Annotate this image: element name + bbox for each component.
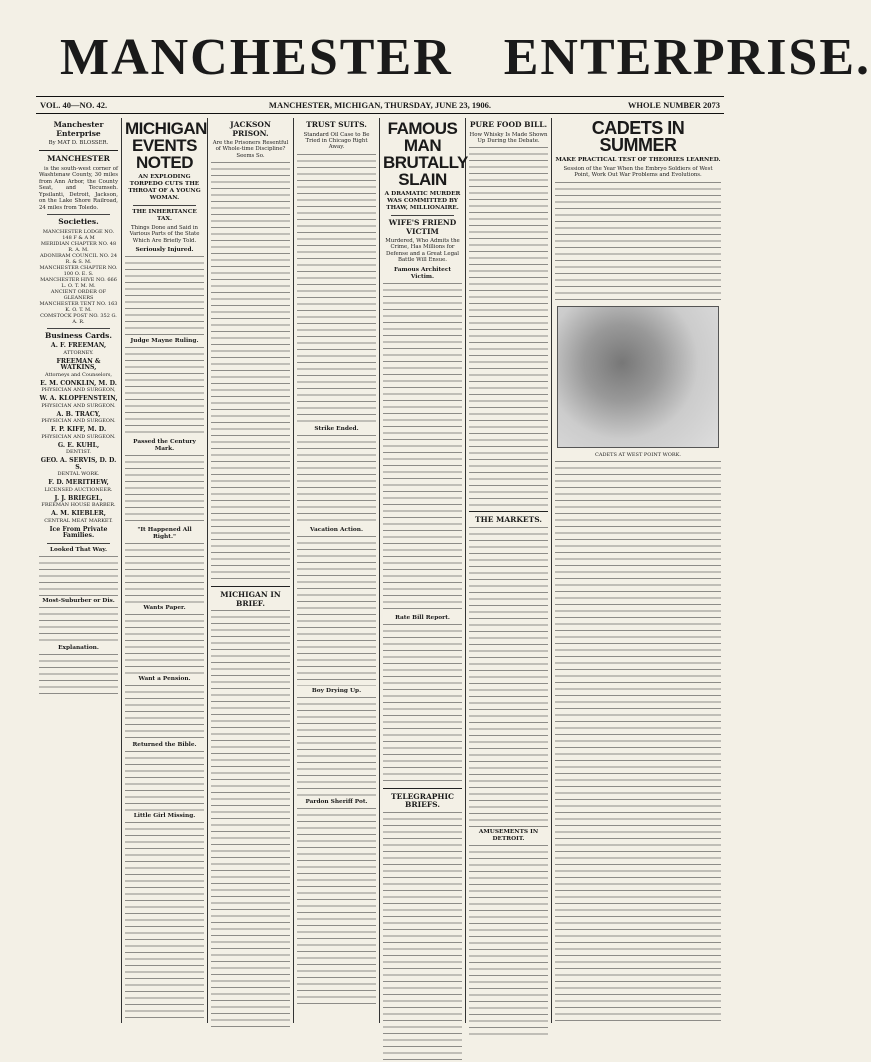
headline-markets: THE MARKETS. xyxy=(475,515,542,525)
text-block xyxy=(125,455,204,525)
column-3 xyxy=(208,118,294,1023)
business-card xyxy=(39,381,118,394)
text-block xyxy=(125,543,204,603)
column-1 xyxy=(36,118,122,1023)
card-name: F. D. MERITHEW, xyxy=(48,479,109,487)
card-line: DENTIST. xyxy=(66,449,91,456)
card-name: G. E. KUHL, xyxy=(57,441,100,449)
article-heading: Judge Mayne Ruling. xyxy=(130,338,199,345)
column-6 xyxy=(466,118,552,1023)
cadets-illustration xyxy=(557,306,719,448)
article-heading: Want a Pension. xyxy=(138,676,191,683)
subheadline: WIFE'S FRIEND VICTIM xyxy=(388,218,457,236)
card-line: CENTRAL MEAT MARKET. xyxy=(44,517,113,524)
text-block xyxy=(297,808,376,1008)
text-block xyxy=(125,256,204,336)
subheadline: Are the Prisoners Resentful of Whole-time Discipline? Seems So. xyxy=(212,140,289,159)
byline: By MAT D. BLOSSER. xyxy=(48,140,109,146)
article-heading: Famous Architect Victim. xyxy=(393,266,452,280)
article-heading: Pardon Sheriff Pot. xyxy=(305,798,368,805)
text-block xyxy=(125,751,204,811)
divider xyxy=(47,214,110,215)
business-card xyxy=(39,343,118,356)
text-block xyxy=(297,536,376,686)
article-heading: Explanation. xyxy=(58,644,99,651)
article-heading: Most-Suburber or Dis. xyxy=(42,597,115,604)
text-block xyxy=(469,845,548,1035)
card-line: DENTAL WORK. xyxy=(57,471,100,478)
card-line: ATTORNEY. xyxy=(63,349,94,356)
text-block xyxy=(39,654,118,694)
headline-telegraphic-briefs: TELEGRAPHIC BRIEFS. xyxy=(391,791,454,810)
column-2 xyxy=(122,118,208,1023)
society-line: MERIDIAN CHAPTER NO. 48 R. A. M. xyxy=(40,240,117,253)
text-block xyxy=(555,461,721,1021)
card-line: PHYSICIAN AND SURGEON, xyxy=(41,387,116,394)
text-block xyxy=(125,347,204,437)
paper-title: Manchester Enterprise xyxy=(53,120,104,138)
subheadline: A DRAMATIC MURDER WAS COMMITTED BY THAW, MILLIONAIRE. xyxy=(384,191,461,211)
text-block xyxy=(383,812,462,1062)
card-name: FREEMAN & WATKINS, xyxy=(56,357,101,372)
divider xyxy=(469,511,548,512)
divider xyxy=(47,328,110,329)
article-heading: Returned the Bible. xyxy=(132,742,197,749)
headline-michigan-events: MICHIGAN EVENTS NOTED xyxy=(125,119,207,172)
divider xyxy=(391,215,454,216)
card-name: A. M. KIEBLER, xyxy=(51,510,106,518)
text-block xyxy=(469,527,548,827)
card-name: A. F. FREEMAN, xyxy=(50,342,107,350)
headline-cadets-in-summer: CADETS IN SUMMER xyxy=(591,118,685,155)
divider xyxy=(211,586,290,587)
society-line: ADONIRAM COUNCIL NO. 24 R. & S. M. xyxy=(39,252,118,265)
card-line: Attorneys and Counselors, xyxy=(44,371,113,378)
article-heading: AMUSEMENTS IN DETROIT. xyxy=(478,828,539,842)
columns xyxy=(36,118,724,1023)
subheadline: AN EXPLODING TORPEDO CUTS THE THROAT OF A YOUNG WOMAN. xyxy=(128,174,201,201)
business-card xyxy=(39,443,118,456)
card-name: E. M. CONKLIN, M. D. xyxy=(40,379,117,387)
dateline xyxy=(36,96,724,114)
business-card xyxy=(39,427,118,440)
text-block xyxy=(39,556,118,596)
headline-michigan-in-brief: MICHIGAN IN BRIEF. xyxy=(220,590,281,608)
card-line: PHYSICIAN AND SURGEON. xyxy=(41,433,116,440)
text-block xyxy=(125,822,204,1022)
article-heading: Strike Ended. xyxy=(314,425,359,432)
card-name: W. A. KLOPFENSTEIN, xyxy=(39,395,118,403)
card-line: LICENSED AUCTIONEER. xyxy=(44,486,113,493)
card-name: J. J. BRIEGEL, xyxy=(54,494,103,502)
article-heading: Wants Paper. xyxy=(143,605,186,612)
divider xyxy=(47,543,110,544)
text-block xyxy=(297,697,376,797)
text-block xyxy=(383,283,462,613)
ice-notice: Ice From Private Families. xyxy=(49,525,108,540)
subheadline-note: Murdered, Who Admits the Crime, Has Millions for Defense and a Great Legal Battle Will Ensue. xyxy=(385,238,460,264)
text-block xyxy=(125,614,204,674)
subheadline: MAKE PRACTICAL TEST OF THEORIES LEARNED. xyxy=(555,157,721,163)
society-line: COMSTOCK POST NO. 352 G. A. R. xyxy=(40,312,117,325)
subheadline-note: Session of the Year When the Embryo Soldiers of West Point, Work Out War Problems and Evolutions. xyxy=(563,166,713,179)
society-line: MANCHESTER TENT NO. 163 K. O. T. M. xyxy=(39,300,118,313)
headline-pure-food-bill: PURE FOOD BILL. xyxy=(469,120,548,129)
card-line: FREEMAN HOUSE BARBER. xyxy=(41,502,116,509)
text-block xyxy=(211,162,290,582)
manchester-heading: MANCHESTER xyxy=(47,154,110,164)
society-line: MANCHESTER HIVE NO. 666 L. O. T. M. M. xyxy=(40,276,117,289)
text-block xyxy=(211,610,290,1030)
divider xyxy=(39,150,118,151)
subheadline: How Whisky Is Made Shown Up During the Debate. xyxy=(469,131,548,144)
divider xyxy=(133,205,196,206)
article-heading: Boy Drying Up. xyxy=(311,687,362,694)
article-heading: Rate Bill Report. xyxy=(395,614,450,621)
masthead-left-word: MANCHESTER xyxy=(60,29,453,86)
masthead-right-word: ENTERPRISE. xyxy=(503,29,871,86)
societies-heading: Societies. xyxy=(58,217,99,227)
card-line: PHYSICIAN AND SURGEON. xyxy=(41,402,116,409)
article-heading: Looked That Way. xyxy=(49,546,108,553)
column-4 xyxy=(294,118,380,1023)
society-line: MANCHESTER CHAPTER NO. 100 O. E. S. xyxy=(39,264,118,277)
article-heading: Passed the Century Mark. xyxy=(133,439,196,453)
masthead xyxy=(60,29,871,86)
headline-trust-suits: TRUST SUITS. xyxy=(306,120,367,129)
business-card xyxy=(39,359,118,378)
volume-number: VOL. 40—NO. 42. xyxy=(40,100,108,110)
text-block xyxy=(297,435,376,525)
subheadline: Standard Oil Case to Be Tried in Chicago Right Away. xyxy=(303,131,370,151)
publication-date: MANCHESTER, MICHIGAN, THURSDAY, JUNE 23, 1906. xyxy=(268,100,492,110)
business-card xyxy=(39,511,118,524)
text-block xyxy=(469,147,548,507)
text-block xyxy=(125,685,204,740)
business-card xyxy=(39,396,118,409)
subheadline-note: Things Done and Said in Various Parts of the State Which Are Briefly Told. xyxy=(129,225,200,244)
text-block xyxy=(297,154,376,424)
card-line: PHYSICIAN AND SURGEON. xyxy=(41,418,116,425)
column-7 xyxy=(552,118,724,1023)
business-cards-heading: Business Cards. xyxy=(44,330,112,340)
text-block xyxy=(555,182,721,302)
article-heading: Little Girl Missing. xyxy=(133,813,196,820)
card-name: A. B. TRACY, xyxy=(56,410,101,418)
text-block xyxy=(383,624,462,784)
subheadline: THE INHERITANCE TAX. xyxy=(132,209,197,222)
business-card xyxy=(39,412,118,425)
card-name: GEO. A. SERVIS, D. D. S. xyxy=(40,457,117,471)
article-heading: "It Happened All Right." xyxy=(137,527,192,541)
text-block xyxy=(39,607,118,643)
society-line: ANCIENT ORDER OF GLEANERS xyxy=(50,288,107,301)
headline-famous-man: FAMOUS MAN BRUTALLY SLAIN xyxy=(383,119,468,189)
divider xyxy=(383,788,462,789)
whole-number: WHOLE NUMBER 2073 xyxy=(627,100,720,110)
column-5 xyxy=(380,118,466,1023)
business-card xyxy=(39,496,118,509)
illustration-caption: CADETS AT WEST POINT WORK. xyxy=(595,451,681,458)
card-name: F. P. KIFF, M. D. xyxy=(50,426,107,434)
society-line: MANCHESTER LODGE NO. 148 F & A M xyxy=(42,228,115,241)
manchester-text: is the south-west corner of Washtenaw County, 30 miles from Ann Arbor, the County Seat, and Tecumseh. Ypsilanti, Detroit, Jackson, on the Lake Shore Railroad, 24 miles from Toledo. xyxy=(39,165,118,211)
business-card xyxy=(39,480,118,493)
headline-jackson-prison: JACKSON PRISON. xyxy=(230,120,271,138)
article-heading: Seriously Injured. xyxy=(135,247,194,254)
article-heading: Vacation Action. xyxy=(310,526,363,533)
business-card xyxy=(39,458,118,477)
